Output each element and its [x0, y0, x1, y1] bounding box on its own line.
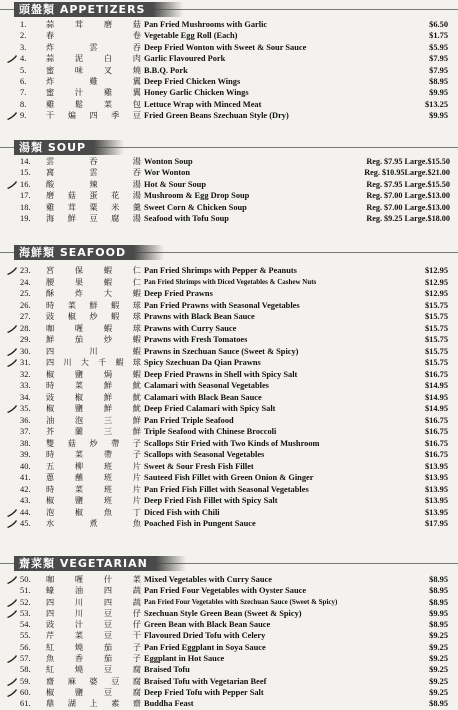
- chili-pepper-icon: [6, 404, 20, 413]
- item-price: $16.75: [424, 369, 448, 379]
- item-chinese-name: 四 川 蝦: [46, 345, 141, 356]
- chili-pepper-icon: [6, 180, 20, 189]
- menu-item: [0, 277, 458, 289]
- item-english-name: Deep Fried Wonton with Sweet & Sour Sauce: [144, 42, 307, 52]
- item-chinese-name: 紅 燒 茄 子: [46, 641, 141, 652]
- item-chinese-name: 干 煸 四 季 豆: [46, 110, 141, 121]
- section-header: 頭盤類 APPETIZERS: [14, 2, 153, 17]
- item-english-name: Braised Tofu with Vegetarian Beef: [144, 676, 267, 686]
- menu-item: [0, 179, 458, 190]
- menu-item: [0, 574, 458, 585]
- item-english-name: Deep Fried Chicken Wings: [144, 76, 241, 86]
- item-chinese-name: 時 菜 鮮 蝦 球: [46, 299, 141, 310]
- item-number: 34.: [20, 392, 31, 402]
- menu-item: [0, 415, 458, 427]
- item-chinese-name: 芥 蘭 三 鮮: [46, 426, 141, 436]
- item-chinese-name: 雲 吞 湯: [46, 156, 141, 166]
- menu-item: [0, 42, 458, 53]
- item-english-name: Pan Fried Four Vegetables with Oyster Sauce: [144, 586, 307, 596]
- item-price: $9.25: [429, 654, 448, 664]
- item-number: 55.: [20, 631, 31, 641]
- item-english-name: Fried Green Beans Szechuan Style (Dry): [144, 111, 289, 121]
- item-chinese-name: 鼎 湖 上 素 齋: [46, 698, 141, 709]
- item-chinese-name: 炸 雲 吞: [46, 41, 141, 52]
- menu-item: [0, 167, 458, 178]
- item-number: 61.: [20, 699, 31, 709]
- item-number: 16.: [20, 179, 31, 189]
- menu-item: [0, 76, 458, 87]
- chili-pepper-icon: [6, 54, 20, 63]
- item-number: 36.: [20, 415, 31, 425]
- item-price: $16.75: [424, 427, 448, 436]
- menu-item: [0, 507, 458, 519]
- item-price: $1.75: [429, 31, 448, 41]
- item-english-name: B.B.Q. Pork: [144, 65, 188, 75]
- item-number: 53.: [20, 608, 31, 618]
- item-price: Reg. $7.95 Large.$15.50: [366, 179, 450, 189]
- menu-item: [0, 608, 458, 619]
- item-english-name: Diced Fish with Chili: [144, 507, 220, 517]
- item-english-name: Prawns with Fresh Tomatoes: [144, 335, 248, 344]
- item-number: 58.: [20, 665, 31, 675]
- item-price: $16.75: [424, 438, 448, 448]
- chili-pepper-icon: [6, 324, 20, 333]
- item-number: 1.: [20, 20, 27, 29]
- item-number: 9.: [20, 111, 27, 121]
- item-number: 51.: [20, 586, 31, 596]
- item-price: $15.75: [424, 335, 448, 344]
- item-chinese-name: 時 菜 鮮 魷: [46, 380, 141, 390]
- chili-pepper-icon: [6, 598, 20, 607]
- item-english-name: Buddha Feast: [144, 699, 194, 709]
- item-chinese-name: 五 柳 班 片: [46, 460, 141, 471]
- item-number: 32.: [20, 369, 31, 379]
- item-price: $14.95: [424, 404, 448, 413]
- item-english-name: Poached Fish in Pungent Sauce: [144, 519, 256, 528]
- item-chinese-name: 蒜 泥 白 肉: [46, 53, 141, 64]
- item-number: 56.: [20, 642, 31, 652]
- item-chinese-name: 蔥 蘸 班 片: [46, 472, 141, 482]
- item-number: 19.: [20, 213, 31, 223]
- item-price: Reg. $10.95Large.$21.00: [364, 168, 450, 178]
- item-number: 28.: [20, 323, 31, 333]
- menu-item: [0, 380, 458, 392]
- item-price: $9.25: [429, 631, 448, 641]
- chili-pepper-icon: [6, 677, 20, 686]
- item-price: $13.95: [424, 484, 448, 494]
- item-number: 2.: [20, 31, 27, 41]
- item-english-name: Deep Fried Prawns in Shell with Spicy Salt: [144, 369, 298, 379]
- item-number: 31.: [20, 358, 31, 367]
- menu-item: [0, 288, 458, 300]
- item-english-name: Pan Fried Fish Fillet with Seasonal Vegetables: [144, 484, 309, 494]
- item-english-name: Mushroom & Egg Drop Soup: [144, 191, 250, 201]
- item-chinese-name: 豉 椒 炒 蝦 球: [46, 311, 141, 321]
- item-price: $8.95: [429, 597, 448, 607]
- item-number: 15.: [20, 168, 31, 178]
- item-price: $15.75: [424, 300, 448, 310]
- chili-pepper-icon: [6, 358, 20, 367]
- menu-item: [0, 265, 458, 277]
- item-chinese-name: 蜜 味 叉 燒: [46, 64, 141, 75]
- chili-pepper-icon: [6, 654, 20, 663]
- section-items: [0, 19, 458, 122]
- item-number: 35.: [20, 404, 31, 413]
- item-chinese-name: 魚 香 茄 子: [46, 653, 141, 664]
- item-chinese-name: 咖 喱 蝦 球: [46, 322, 141, 333]
- item-number: 40.: [20, 461, 31, 471]
- item-price: $12.95: [424, 277, 448, 287]
- menu-item: [0, 110, 458, 121]
- item-price: $16.75: [424, 415, 448, 425]
- item-price: $7.95: [429, 54, 448, 64]
- menu-item: [0, 438, 458, 450]
- item-chinese-name: 芹 菜 豆 干: [46, 630, 141, 641]
- item-english-name: Prawns with Curry Sauce: [144, 323, 237, 333]
- item-english-name: Eggplant in Hot Sauce: [144, 654, 225, 664]
- item-english-name: Sauteed Fish Fillet with Green Onion & Ginger: [144, 473, 314, 482]
- menu-item: [0, 630, 458, 641]
- item-number: 38.: [20, 438, 31, 448]
- menu-item: [0, 346, 458, 358]
- item-number: 41.: [20, 473, 31, 482]
- item-chinese-name: 油 泡 三 鮮: [46, 414, 141, 425]
- item-price: $8.95: [429, 586, 448, 596]
- chili-pepper-icon: [6, 111, 20, 120]
- item-chinese-name: 泡 椒 魚 丁: [46, 506, 141, 517]
- chili-pepper-icon: [6, 575, 20, 584]
- section-header: 湯類 SOUP: [14, 140, 94, 155]
- item-chinese-name: 水 煮 魚: [46, 518, 141, 528]
- item-chinese-name: 腰 果 蝦 仁: [46, 276, 141, 287]
- item-chinese-name: 雞 鬆 菜 包: [46, 98, 141, 109]
- item-price: $15.75: [424, 346, 448, 356]
- item-price: $13.25: [424, 99, 448, 109]
- item-number: 17.: [20, 191, 31, 201]
- item-chinese-name: 蜜 汁 雞 翼: [46, 87, 141, 98]
- item-number: 14.: [20, 157, 31, 166]
- item-chinese-name: 雞 茸 粟 米 羹: [46, 201, 141, 212]
- item-english-name: Pan Fried Mushrooms with Garlic: [144, 20, 268, 29]
- item-number: 33.: [20, 381, 31, 390]
- item-number: 4.: [20, 54, 27, 64]
- item-english-name: Prawns with Black Bean Sauce: [144, 312, 255, 321]
- item-chinese-name: 豉 椒 鮮 魷: [46, 391, 141, 402]
- item-number: 59.: [20, 676, 31, 686]
- item-english-name: Deep Fried Prawns: [144, 289, 213, 298]
- item-chinese-name: 宮 保 蝦 仁: [46, 265, 141, 275]
- item-chinese-name: 炸 雞 翼: [46, 75, 141, 86]
- menu-item: [0, 653, 458, 664]
- item-price: $9.25: [429, 687, 448, 697]
- item-number: 44.: [20, 507, 31, 517]
- item-price: $15.75: [424, 312, 448, 321]
- section-items: [0, 156, 458, 224]
- item-number: 42.: [20, 484, 31, 494]
- item-price: $13.95: [424, 507, 448, 517]
- menu-item: [0, 518, 458, 530]
- menu-item: [0, 357, 458, 369]
- chili-pepper-icon: [6, 609, 20, 618]
- menu-item: [0, 369, 458, 381]
- item-english-name: Pan Fried Eggplant in Soya Sauce: [144, 642, 266, 652]
- item-number: 43.: [20, 496, 31, 505]
- item-chinese-name: 豉 汁 豆 仔: [46, 619, 141, 630]
- item-number: 39.: [20, 450, 31, 459]
- section-header: 海鮮類 SEAFOOD: [14, 245, 134, 260]
- item-english-name: Hot & Sour Soup: [144, 179, 206, 189]
- section-header: 齋菜類 VEGETARIAN: [14, 556, 156, 571]
- item-price: $9.25: [429, 665, 448, 675]
- item-number: 7.: [20, 88, 27, 98]
- menu-item: [0, 426, 458, 438]
- item-chinese-name: 磨 菇 蛋 花 湯: [46, 190, 141, 201]
- item-price: $8.95: [429, 76, 448, 86]
- item-chinese-name: 椒 鹽 豆 腐: [46, 686, 141, 697]
- item-english-name: Garlic Flavoured Pork: [144, 54, 226, 64]
- section-items: [0, 574, 458, 710]
- item-chinese-name: 四 川 豆 仔: [46, 607, 141, 618]
- item-price: $14.95: [424, 381, 448, 390]
- item-price: Reg. $9.25 Large.$18.00: [366, 213, 450, 223]
- item-price: $17.95: [424, 519, 448, 528]
- section-items: [0, 265, 458, 530]
- item-number: 6.: [20, 76, 27, 86]
- menu-item: [0, 585, 458, 596]
- menu-item: [0, 156, 458, 167]
- item-chinese-name: 時 菜 班 片: [46, 483, 141, 494]
- item-english-name: Pan Fried Triple Seafood: [144, 415, 234, 425]
- item-price: Reg. $7.00 Large.$13.00: [366, 191, 450, 201]
- item-chinese-name: 椒 鹽 班 片: [46, 495, 141, 505]
- item-price: $12.95: [424, 266, 448, 275]
- item-number: 3.: [20, 42, 27, 52]
- item-price: $13.95: [424, 496, 448, 505]
- menu-item: [0, 334, 458, 346]
- item-chinese-name: 酥 炸 大 蝦: [46, 288, 141, 298]
- item-english-name: Pan Fried Four Vegetables with Szechuan Sauce (Sweet & Spicy): [144, 597, 338, 606]
- item-price: Reg. $7.00 Large.$13.00: [366, 202, 450, 212]
- menu-item: [0, 461, 458, 473]
- item-english-name: Sweet & Sour Fresh Fish Fillet: [144, 461, 254, 471]
- item-english-name: Honey Garlic Chicken Wings: [144, 88, 249, 98]
- menu-item: [0, 311, 458, 323]
- item-number: 5.: [20, 65, 27, 75]
- menu-item: [0, 619, 458, 630]
- item-number: 50.: [20, 575, 31, 584]
- chili-pepper-icon: [6, 347, 20, 356]
- item-number: 37.: [20, 427, 31, 436]
- menu-item: [0, 323, 458, 335]
- item-english-name: Calamari with Black Bean Sauce: [144, 392, 262, 402]
- item-english-name: Deep Fried Calamari with Spicy Salt: [144, 404, 276, 413]
- item-price: $12.95: [424, 289, 448, 298]
- menu-item: [0, 300, 458, 312]
- item-english-name: Vegetable Egg Roll (Each): [144, 31, 238, 41]
- item-chinese-name: 椒 鹽 鮮 魷: [46, 403, 141, 413]
- menu-item: [0, 213, 458, 224]
- item-chinese-name: 四 川 大 千 蝦 球: [46, 357, 141, 367]
- chili-pepper-icon: [6, 266, 20, 275]
- menu-item: [0, 449, 458, 461]
- chili-pepper-icon: [6, 508, 20, 517]
- item-number: 23.: [20, 266, 31, 275]
- item-english-name: Pan Fried Shrimps with Pepper & Peanuts: [144, 266, 297, 275]
- item-english-name: Scallops Stir Fried with Two Kinds of Mushroom: [144, 438, 320, 448]
- item-price: $9.95: [429, 88, 448, 98]
- item-chinese-name: 春 卷: [46, 30, 141, 41]
- menu-item: [0, 597, 458, 608]
- item-number: 54.: [20, 620, 31, 630]
- item-english-name: Wor Wonton: [144, 168, 190, 178]
- item-price: $13.95: [424, 461, 448, 471]
- item-price: $8.95: [429, 575, 448, 584]
- menu-item: [0, 472, 458, 484]
- item-english-name: Sweet Corn & Chicken Soup: [144, 202, 247, 212]
- menu-item: [0, 190, 458, 201]
- item-number: 45.: [20, 519, 31, 528]
- item-price: $9.25: [429, 676, 448, 686]
- item-english-name: Green Bean with Black Bean Sauce: [144, 620, 271, 630]
- item-chinese-name: 蠔 油 四 蔬: [46, 585, 141, 596]
- item-price: $9.95: [429, 608, 448, 618]
- item-english-name: Lettuce Wrap with Minced Meat: [144, 99, 262, 109]
- menu-item: [0, 202, 458, 213]
- item-number: 24.: [20, 277, 31, 287]
- item-english-name: Triple Seafood with Chinese Broccoli: [144, 427, 277, 436]
- item-price: $7.95: [429, 65, 448, 75]
- menu-item: [0, 495, 458, 507]
- item-number: 27.: [20, 312, 31, 321]
- menu-item: [0, 30, 458, 41]
- item-number: 52.: [20, 597, 31, 607]
- item-number: 26.: [20, 300, 31, 310]
- menu-item: [0, 99, 458, 110]
- chili-pepper-icon: [6, 519, 20, 528]
- item-english-name: Seafood with Tofu Soup: [144, 213, 229, 223]
- item-chinese-name: 紅 燒 豆 腐: [46, 664, 141, 675]
- item-chinese-name: 齋 麻 婆 豆 腐: [46, 675, 141, 686]
- item-chinese-name: 海 鮮 豆 腐 湯: [46, 212, 141, 223]
- item-price: $8.95: [429, 699, 448, 709]
- item-english-name: Scallops with Seasonal Vegetables: [144, 450, 265, 459]
- item-number: 60.: [20, 687, 31, 697]
- item-price: $13.95: [424, 473, 448, 482]
- item-chinese-name: 椒 鹽 焗 蝦: [46, 368, 141, 379]
- item-english-name: Szechuan Style Green Bean (Sweet & Spicy): [144, 608, 302, 618]
- item-chinese-name: 四 川 四 蔬: [46, 596, 141, 607]
- menu-item: [0, 65, 458, 76]
- item-english-name: Mixed Vegetables with Curry Sauce: [144, 575, 272, 584]
- item-price: $5.95: [429, 42, 448, 52]
- item-english-name: Spicy Szechuan Da Qian Prawns: [144, 358, 261, 367]
- menu-item: [0, 403, 458, 415]
- item-price: $16.75: [424, 450, 448, 459]
- item-number: 57.: [20, 654, 31, 664]
- item-price: $9.25: [429, 642, 448, 652]
- item-chinese-name: 雙 菇 炒 帶 子: [46, 437, 141, 448]
- item-english-name: Calamari with Seasonal Vegetables: [144, 381, 269, 390]
- item-english-name: Prawns in Szechuan Sauce (Sweet & Spicy): [144, 346, 299, 356]
- menu-item: [0, 87, 458, 98]
- chili-pepper-icon: [6, 688, 20, 697]
- menu-item: [0, 642, 458, 653]
- item-chinese-name: 時 菜 帶 子: [46, 449, 141, 459]
- item-number: 18.: [20, 202, 31, 212]
- item-english-name: Pan Fried Prawns with Seasonal Vegetables: [144, 300, 300, 310]
- item-chinese-name: 蒜 茸 磨 菇: [46, 19, 141, 29]
- menu-item: [0, 664, 458, 675]
- item-english-name: Braised Tofu: [144, 665, 190, 675]
- menu-item: [0, 53, 458, 64]
- item-english-name: Flavoured Dried Tofu with Celery: [144, 631, 266, 641]
- item-chinese-name: 咖 喱 什 菜: [46, 574, 141, 584]
- menu-item: [0, 19, 458, 30]
- item-price: $9.95: [429, 111, 448, 121]
- menu-item: [0, 676, 458, 687]
- item-number: 29.: [20, 335, 31, 344]
- menu-item: [0, 392, 458, 404]
- item-chinese-name: 酸 辣 湯: [46, 178, 141, 189]
- item-number: 30.: [20, 346, 31, 356]
- item-price: $15.75: [424, 323, 448, 333]
- item-english-name: Deep Fried Tofu with Pepper Salt: [144, 687, 264, 697]
- item-number: 25.: [20, 289, 31, 298]
- item-english-name: Pan Fried Shrimps with Diced Vegetables & Cashew Nuts: [144, 277, 317, 286]
- menu-item: [0, 484, 458, 496]
- item-english-name: Wonton Soup: [144, 157, 193, 166]
- item-price: $15.75: [424, 358, 448, 367]
- item-price: $8.95: [429, 620, 448, 630]
- item-english-name: Deep Fried Fish Fillet with Spicy Salt: [144, 496, 278, 505]
- item-price: $6.50: [429, 20, 448, 29]
- item-chinese-name: 鮮 茄 炒 蝦: [46, 334, 141, 344]
- item-number: 8.: [20, 99, 27, 109]
- item-chinese-name: 窩 雲 吞: [46, 167, 141, 178]
- menu-item: [0, 687, 458, 698]
- item-price: $14.95: [424, 392, 448, 402]
- item-price: Reg. $7.95 Large.$15.50: [366, 157, 450, 166]
